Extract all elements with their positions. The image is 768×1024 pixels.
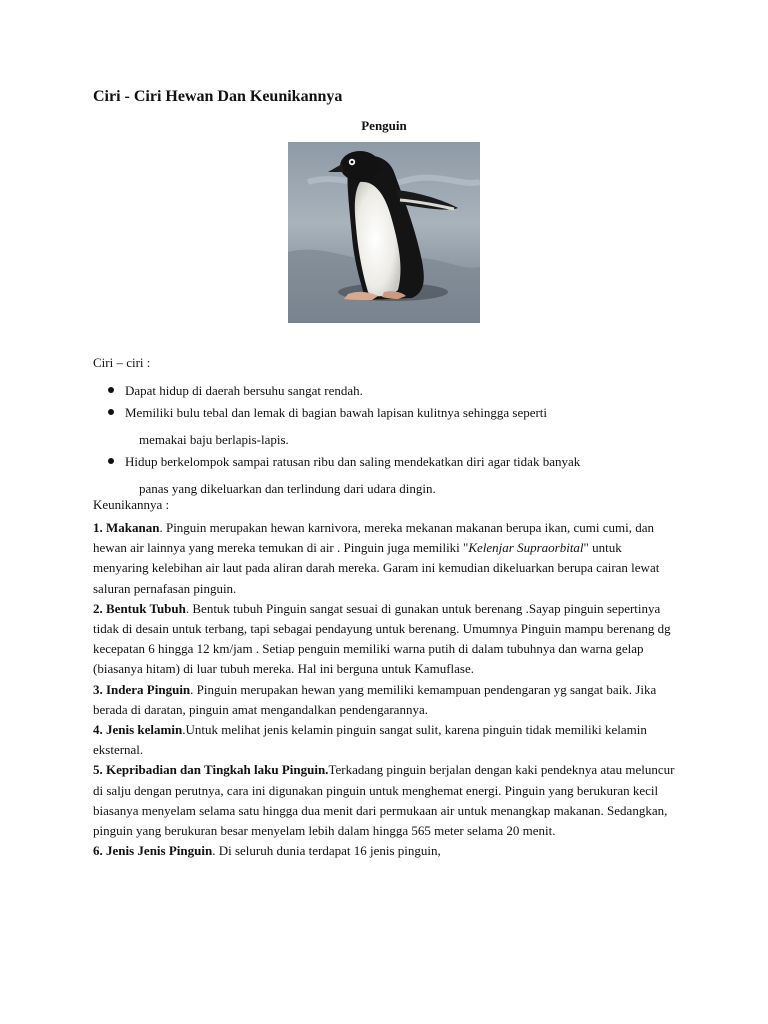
penguin-head: [340, 151, 380, 181]
bullet-icon: [108, 387, 114, 393]
keunikan-section-jenis-pinguin: [93, 841, 677, 861]
section-subtitle: Penguin: [361, 118, 407, 133]
section-lead: Jenis Jenis Pinguin: [106, 843, 213, 859]
document-title: Ciri - Ciri Hewan Dan Keunikannya: [93, 88, 343, 105]
bullet-icon: [108, 458, 114, 464]
keunikan-heading: Keunikannya :: [93, 497, 170, 512]
section-number: 2.: [93, 600, 103, 616]
section-text: . Bentuk tubuh Pinguin sangat sesuai di gunakan untuk berenang .Sayap pinguin sepertinya tidak di desain untuk terbang, tapi sebagai pendayung untuk berenang. Umumnya Pinguin mampu berenang dg kecepatan 6 hingga 12 km/jam . Setiap penguin memiliki warna putih di dalam tubuhnya dan warna gelap (biasanya hitam) di luar tubuh mereka. Hal ini berguna untuk Kamuflase.: [93, 600, 671, 677]
list-item-continuation: memakai baju berlapis-lapis.: [139, 432, 289, 447]
keunikan-section-makanan: [93, 518, 677, 599]
section-lead: Jenis kelamin: [106, 722, 183, 738]
section-after: " untuk menyaring kelebihan air laut pada aliran darah mereka. Garam ini kemudian dikeluarkan berupa cairan lewat saluran pernafasan pinguin.: [93, 540, 660, 596]
section-italic: Kelenjar Supraorbital: [468, 540, 584, 556]
section-number: 6.: [93, 843, 103, 859]
keunikan-section-indera: [93, 680, 677, 720]
list-item-text: Dapat hidup di daerah bersuhu sangat rendah.: [125, 383, 363, 398]
bullet-icon: [108, 409, 114, 415]
list-item: [107, 402, 675, 450]
list-item-continuation: panas yang dikeluarkan dan terlindung dari udara dingin.: [139, 481, 436, 496]
ciri-heading: Ciri – ciri :: [93, 355, 151, 370]
section-text: . Di seluruh dunia terdapat 16 jenis pinguin,: [212, 843, 441, 859]
list-item: [107, 451, 675, 499]
keunikan-section-bentuk-tubuh: [93, 599, 677, 680]
section-number: 5.: [93, 762, 103, 778]
section-text: . Pinguin merupakan hewan karnivora, mereka mekanan makanan berupa ikan, cumi cumi, dan hewan air lainnya yang mereka temukan di air . Pinguin juga memiliki ": [93, 520, 655, 556]
keunikan-section-kepribadian: [93, 760, 677, 841]
keunikan-section-jenis-kelamin: [93, 720, 677, 760]
section-number: 4.: [93, 722, 103, 738]
section-lead: Indera Pinguin: [106, 681, 191, 697]
section-number: 3.: [93, 681, 103, 697]
section-lead: Makanan: [106, 520, 160, 535]
keunikan-sections: [93, 518, 677, 861]
list-item-text: Memiliki bulu tebal dan lemak di bagian bawah lapisan kulitnya sehingga seperti: [125, 405, 548, 420]
list-item: [107, 380, 675, 401]
ciri-list: [107, 380, 675, 500]
penguin-illustration: [288, 142, 480, 323]
section-text: Terkadang pinguin berjalan dengan kaki pendeknya atau meluncur di salju dengan perutnya, cara ini digunakan pinguin untuk menghemat energi. Pinguin yang berukuran kecil biasanya menyelam selama satu hingga dua menit dari permukaan air untuk menangkap makanan. Sedangkan, pinguin yang berukuran besar menyelam lebih dalam hingga 565 meter selama 20 menit.: [93, 762, 675, 839]
penguin-photo: [288, 142, 480, 323]
section-lead: Bentuk Tubuh: [106, 600, 186, 616]
section-text: . Pinguin merupakan hewan yang memiliki kemampuan pendengaran yg sangat baik. Jika berada di daratan, pinguin amat mengandalkan pendengarannya.: [93, 681, 657, 717]
section-number: 1.: [93, 520, 103, 535]
section-lead: Kepribadian dan Tingkah laku Pinguin.: [106, 762, 329, 778]
list-item-text: Hidup berkelompok sampai ratusan ribu dan saling mendekatkan diri agar tidak banyak: [125, 454, 581, 469]
section-text: .Untuk melihat jenis kelamin pinguin sangat sulit, karena pinguin tidak memiliki kelamin eksternal.: [93, 722, 647, 758]
